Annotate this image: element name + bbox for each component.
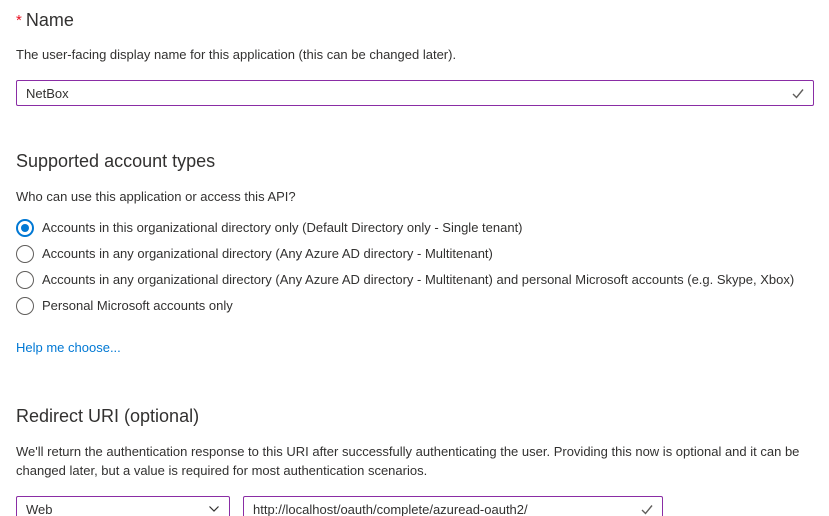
radio-selected-icon bbox=[16, 219, 34, 237]
radio-unselected-icon bbox=[16, 297, 34, 315]
redirect-uri-description: We'll return the authentication response to this URI after successfully authenticating the user. Providing this now is optional and it can be changed later, but a value is required for most authentication scenarios. bbox=[16, 444, 800, 478]
name-section bbox=[16, 8, 814, 106]
radio-option-multitenant[interactable] bbox=[16, 245, 814, 263]
name-title-text: Name bbox=[25, 10, 74, 30]
redirect-uri-row bbox=[16, 496, 814, 516]
radio-option-personal-only[interactable] bbox=[16, 297, 814, 315]
redirect-uri-input[interactable] bbox=[243, 496, 663, 516]
radio-option-label: Accounts in this organizational directory only (Default Directory only - Single tenant) bbox=[42, 220, 523, 235]
required-asterisk: * bbox=[16, 12, 22, 29]
radio-option-label: Accounts in any organizational directory (Any Azure AD directory - Multitenant) bbox=[42, 246, 493, 261]
name-input[interactable] bbox=[16, 80, 814, 106]
platform-select[interactable] bbox=[16, 496, 230, 516]
radio-unselected-icon bbox=[16, 271, 34, 289]
account-types-title: Supported account types bbox=[16, 151, 216, 171]
platform-select-value: Web bbox=[26, 501, 53, 516]
radio-option-label: Accounts in any organizational directory (Any Azure AD directory - Multitenant) and personal Microsoft accounts (e.g. Skype, Xbox) bbox=[42, 272, 795, 287]
redirect-uri-section bbox=[16, 404, 814, 516]
radio-option-multitenant-personal[interactable] bbox=[16, 271, 814, 289]
redirect-uri-title: Redirect URI (optional) bbox=[16, 406, 200, 426]
account-types-radio-group bbox=[16, 219, 814, 315]
name-description: The user-facing display name for this application (this can be changed later). bbox=[16, 47, 457, 62]
radio-option-label: Personal Microsoft accounts only bbox=[42, 298, 233, 313]
radio-unselected-icon bbox=[16, 245, 34, 263]
account-types-question: Who can use this application or access this API? bbox=[16, 189, 296, 204]
chevron-down-icon bbox=[208, 503, 220, 515]
name-section-title bbox=[16, 8, 814, 33]
radio-option-single-tenant[interactable] bbox=[16, 219, 814, 237]
account-types-section bbox=[16, 149, 814, 357]
help-me-choose-link[interactable]: Help me choose... bbox=[16, 340, 121, 355]
